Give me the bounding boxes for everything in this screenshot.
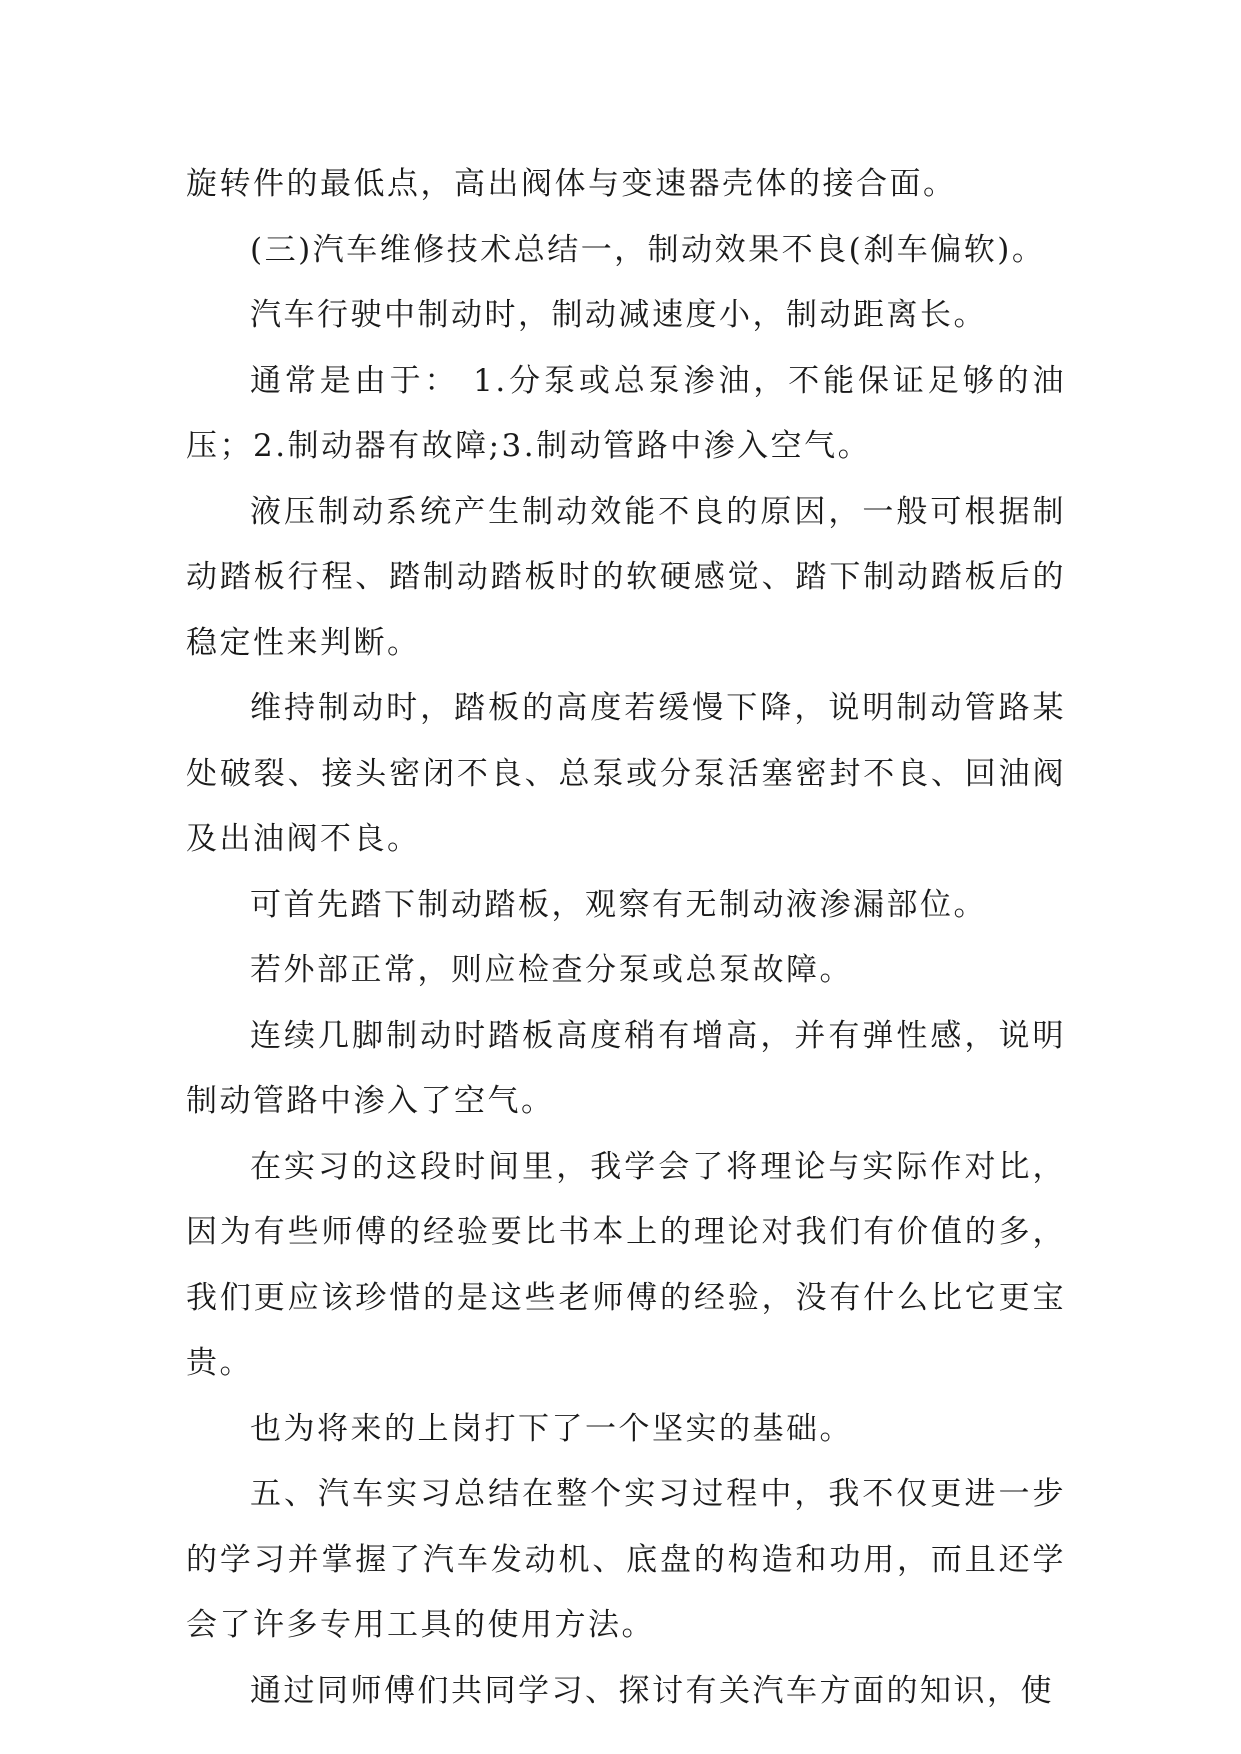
paragraph: 汽车行驶中制动时，制动减速度小，制动距离长。: [250, 297, 987, 333]
paragraph: 通过同师傅们共同学习、探讨有关汽车方面的知识，使: [250, 1672, 1054, 1709]
paragraph: 五、汽车实习总结在整个实习过程中，我不仅更进一步的学习并掌握了汽车发动机、底盘的构造和功用，而且还学会了许多专用工具的使用方法。: [186, 1476, 1066, 1643]
document-body: [186, 152, 1066, 1724]
paragraph: 维持制动时，踏板的高度若缓慢下降，说明制动管路某处破裂、接头密闭不良、总泵或分泵活塞密封不良、回油阀及出油阀不良。: [186, 690, 1066, 857]
paragraph: 若外部正常，则应检查分泵或总泵故障。: [250, 952, 853, 988]
paragraph: 通常是由于： 1.分泵或总泵渗油，不能保证足够的油压；2.制动器有故障;3.制动管路中渗入空气。: [186, 362, 1066, 464]
paragraph: 旋转件的最低点，高出阀体与变速器壳体的接合面。: [186, 166, 957, 202]
paragraph: 液压制动系统产生制动效能不良的原因，一般可根据制动踏板行程、踏制动踏板时的软硬感觉、踏下制动踏板后的稳定性来判断。: [186, 493, 1066, 661]
paragraph: 也为将来的上岗打下了一个坚实的基础。: [250, 1410, 853, 1447]
paragraph: 可首先踏下制动踏板，观察有无制动液渗漏部位。: [250, 886, 987, 923]
paragraph: 连续几脚制动时踏板高度稍有增高，并有弹性感，说明制动管路中渗入了空气。: [186, 1017, 1066, 1119]
paragraph: 在实习的这段时间里，我学会了将理论与实际作对比，因为有些师傅的经验要比书本上的理论对我们有价值的多，我们更应该珍惜的是这些老师傅的经验，没有什么比它更宝贵。: [186, 1148, 1066, 1381]
paragraph: (三)汽车维修技术总结一，制动效果不良(刹车偏软)。: [250, 231, 1046, 268]
